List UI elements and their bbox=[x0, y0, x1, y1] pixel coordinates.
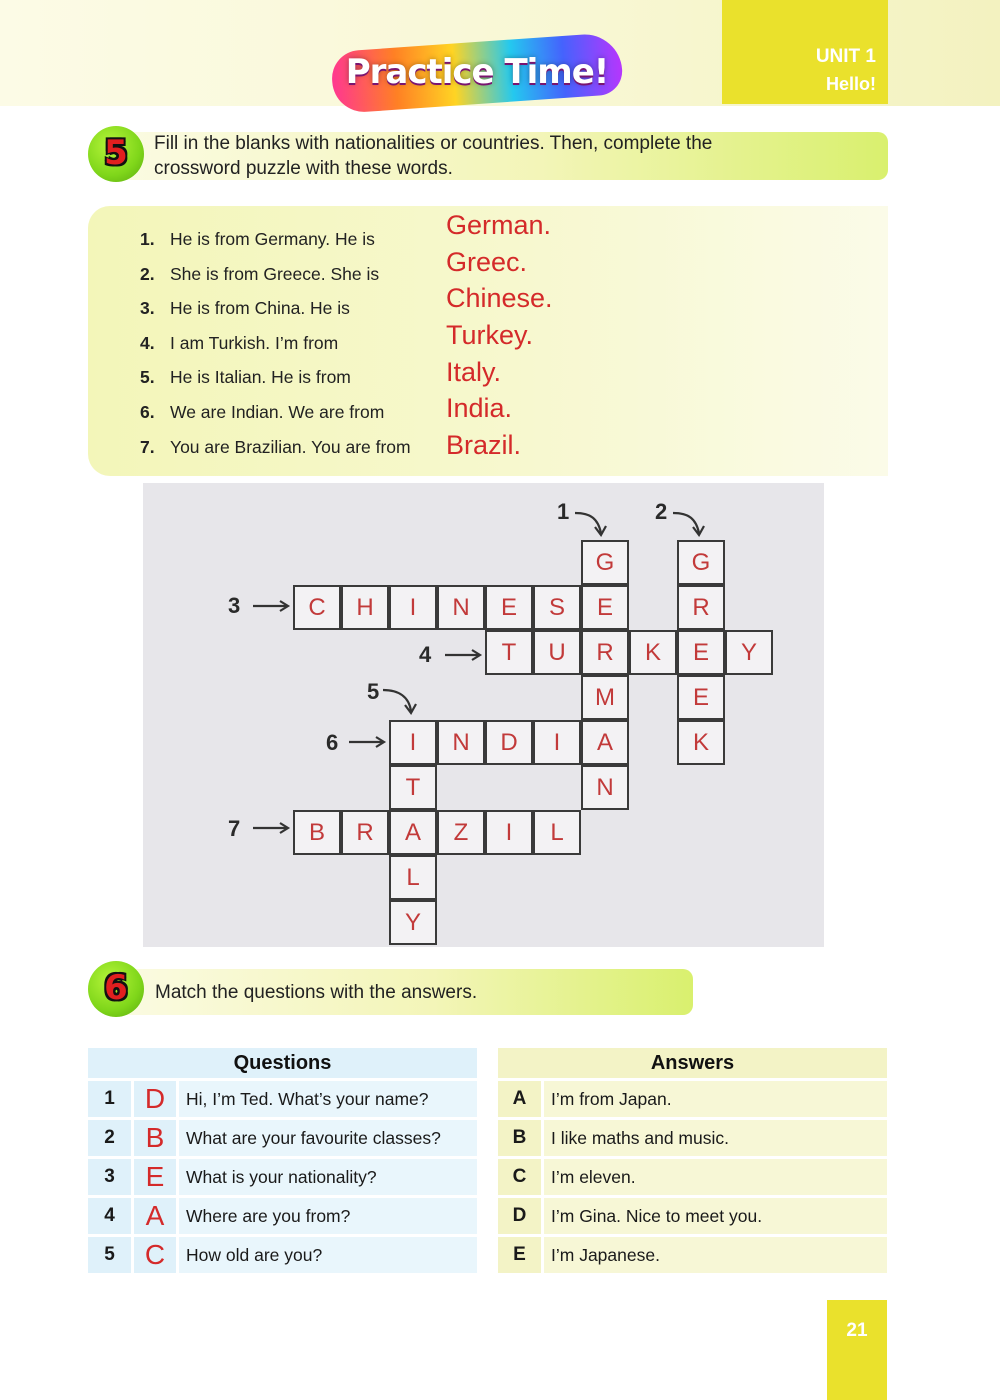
crossword-cell[interactable]: Z bbox=[437, 810, 485, 855]
crossword-cell[interactable]: C bbox=[293, 585, 341, 630]
question-text: Hi, I’m Ted. What’s your name? bbox=[179, 1081, 477, 1117]
answer-row-a bbox=[498, 1081, 887, 1117]
clue-number-2: 2 bbox=[655, 499, 668, 524]
answer-letter: C bbox=[498, 1159, 541, 1195]
page-title bbox=[332, 38, 622, 108]
question-number: 3 bbox=[88, 1159, 131, 1195]
crossword-cell[interactable]: A bbox=[581, 720, 629, 765]
question-row-2 bbox=[88, 1120, 477, 1156]
crossword-cell[interactable]: M bbox=[581, 675, 629, 720]
answer-letter: B bbox=[498, 1120, 541, 1156]
sentence-1: 1. He is from Germany. He is bbox=[140, 229, 375, 249]
crossword-cell[interactable]: N bbox=[437, 720, 485, 765]
crossword-cell[interactable]: R bbox=[341, 810, 389, 855]
answer-row-c bbox=[498, 1159, 887, 1195]
crossword-cell[interactable]: L bbox=[533, 810, 581, 855]
exercise-5-instruction-line1: Fill in the blanks with nationalities or countries. Then, complete the bbox=[154, 133, 713, 154]
question-answer[interactable]: B bbox=[134, 1120, 176, 1156]
sentence-5: 5. He is Italian. He is from bbox=[140, 367, 351, 387]
unit-label: UNIT 1 bbox=[815, 46, 876, 67]
answer-row-d bbox=[498, 1198, 887, 1234]
clue-number-3: 3 bbox=[228, 593, 241, 618]
answer-2[interactable]: Greec. bbox=[446, 247, 528, 277]
question-text: Where are you from? bbox=[179, 1198, 477, 1234]
question-row-5 bbox=[88, 1237, 477, 1273]
crossword-cell[interactable]: E bbox=[677, 675, 725, 720]
answer-4[interactable]: Turkey. bbox=[446, 320, 534, 350]
sentence-3: 3. He is from China. He is bbox=[140, 298, 350, 318]
unit-tab bbox=[722, 0, 888, 104]
questions-header: Questions bbox=[88, 1048, 477, 1078]
question-answer[interactable]: A bbox=[134, 1198, 176, 1234]
crossword-cell[interactable]: I bbox=[389, 720, 437, 765]
unit-subtitle: Hello! bbox=[825, 74, 876, 94]
sentence-2: 2. She is from Greece. She is bbox=[140, 264, 380, 284]
crossword-cell[interactable]: N bbox=[581, 765, 629, 810]
crossword-cell[interactable]: E bbox=[677, 630, 725, 675]
crossword-cell[interactable]: G bbox=[581, 540, 629, 585]
crossword-puzzle bbox=[143, 483, 824, 947]
answer-text: I’m eleven. bbox=[544, 1159, 887, 1195]
answer-5[interactable]: Italy. bbox=[446, 357, 502, 387]
crossword-cell[interactable]: I bbox=[533, 720, 581, 765]
question-text: What is your nationality? bbox=[179, 1159, 477, 1195]
page-number: 21 bbox=[827, 1300, 887, 1400]
question-number: 1 bbox=[88, 1081, 131, 1117]
crossword-cell[interactable]: Y bbox=[725, 630, 773, 675]
exercise-5-instruction-line2: crossword puzzle with these words. bbox=[154, 158, 453, 179]
crossword-cell[interactable]: K bbox=[677, 720, 725, 765]
clue-number-4: 4 bbox=[419, 642, 432, 667]
crossword-cell[interactable]: I bbox=[389, 585, 437, 630]
sentence-7: 7. You are Brazilian. You are from bbox=[140, 437, 411, 457]
answer-text: I’m from Japan. bbox=[544, 1081, 887, 1117]
crossword-cell[interactable]: H bbox=[341, 585, 389, 630]
answers-header: Answers bbox=[498, 1048, 887, 1078]
question-number: 5 bbox=[88, 1237, 131, 1273]
crossword-cell[interactable]: R bbox=[677, 585, 725, 630]
question-answer[interactable]: E bbox=[134, 1159, 176, 1195]
answer-text: I’m Gina. Nice to meet you. bbox=[544, 1198, 887, 1234]
sentence-6: 6. We are Indian. We are from bbox=[140, 402, 385, 422]
crossword-cell[interactable]: S bbox=[533, 585, 581, 630]
answer-3[interactable]: Chinese. bbox=[446, 283, 553, 313]
crossword-cell[interactable]: E bbox=[485, 585, 533, 630]
answer-letter: A bbox=[498, 1081, 541, 1117]
crossword-cell[interactable]: U bbox=[533, 630, 581, 675]
question-number: 4 bbox=[88, 1198, 131, 1234]
crossword-cell[interactable]: I bbox=[485, 810, 533, 855]
clue-number-7: 7 bbox=[228, 816, 241, 841]
exercise-6-instruction: Match the questions with the answers. bbox=[155, 982, 478, 1003]
crossword-cell[interactable]: T bbox=[389, 765, 437, 810]
crossword-cell[interactable]: K bbox=[629, 630, 677, 675]
crossword-cell[interactable]: T bbox=[485, 630, 533, 675]
crossword-cell[interactable]: E bbox=[581, 585, 629, 630]
answer-letter: E bbox=[498, 1237, 541, 1273]
crossword-cell[interactable]: L bbox=[389, 855, 437, 900]
crossword-cell[interactable]: A bbox=[389, 810, 437, 855]
question-row-4 bbox=[88, 1198, 477, 1234]
answer-6[interactable]: India. bbox=[446, 393, 513, 423]
exercise-5-badge bbox=[88, 126, 144, 182]
crossword-cell[interactable]: B bbox=[293, 810, 341, 855]
answer-letter: D bbox=[498, 1198, 541, 1234]
question-text: What are your favourite classes? bbox=[179, 1120, 477, 1156]
crossword-cell[interactable]: G bbox=[677, 540, 725, 585]
answer-text: I’m Japanese. bbox=[544, 1237, 887, 1273]
crossword-cell[interactable]: Y bbox=[389, 900, 437, 945]
question-answer[interactable]: C bbox=[134, 1237, 176, 1273]
crossword-cell[interactable]: D bbox=[485, 720, 533, 765]
page-title-text: Practice Time! bbox=[345, 52, 609, 92]
question-answer[interactable]: D bbox=[134, 1081, 176, 1117]
sentence-4: 4. I am Turkish. I’m from bbox=[140, 333, 339, 353]
crossword-cell[interactable]: R bbox=[581, 630, 629, 675]
clue-number-5: 5 bbox=[367, 679, 380, 704]
exercise-5-number: 5 bbox=[104, 133, 128, 173]
clue-number-1: 1 bbox=[557, 499, 570, 524]
answer-row-b bbox=[498, 1120, 887, 1156]
answer-text: I like maths and music. bbox=[544, 1120, 887, 1156]
clue-number-6: 6 bbox=[326, 730, 339, 755]
exercise-6-number: 6 bbox=[104, 968, 128, 1008]
question-row-3 bbox=[88, 1159, 477, 1195]
answer-1[interactable]: German. bbox=[446, 210, 552, 240]
crossword-cell[interactable]: N bbox=[437, 585, 485, 630]
answer-7[interactable]: Brazil. bbox=[446, 430, 522, 460]
question-text: How old are you? bbox=[179, 1237, 477, 1273]
question-number: 2 bbox=[88, 1120, 131, 1156]
question-row-1 bbox=[88, 1081, 477, 1117]
answer-row-e bbox=[498, 1237, 887, 1273]
exercise-6-badge bbox=[88, 961, 144, 1017]
